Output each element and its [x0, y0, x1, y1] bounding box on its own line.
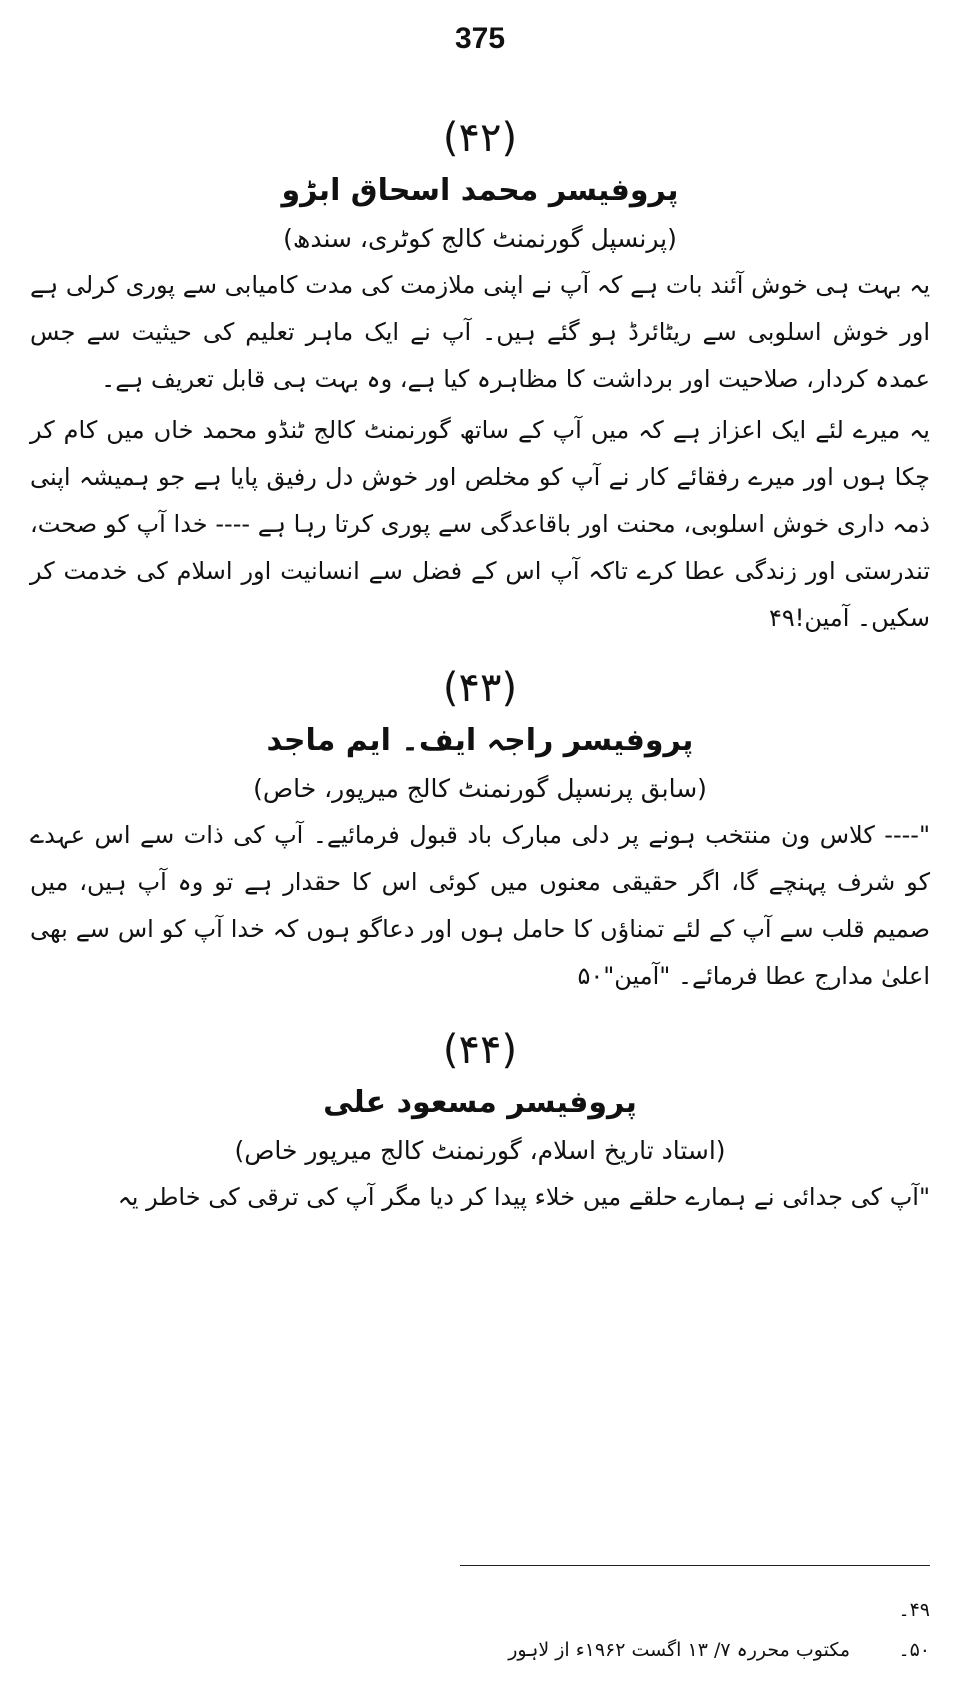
footnote-number: ۴۹۔: [898, 1599, 930, 1621]
page-body: [30, 110, 930, 1221]
footnote: [30, 1590, 930, 1630]
letter-section: [30, 1022, 930, 1221]
section-heading: پروفیسر محمد اسحاق ابڑو: [281, 173, 679, 208]
footnote-separator: [460, 1565, 930, 1566]
section-designation: (سابق پرنسپل گورنمنٹ کالج میرپور، خاص): [253, 774, 707, 803]
section-heading: پروفیسر راجہ ایف۔ ایم ماجد: [266, 723, 694, 758]
letter-section: [30, 660, 930, 1000]
section-number: (۴۴): [442, 1027, 518, 1073]
letter-section: [30, 110, 930, 642]
paragraph: "---- کلاس ون منتخب ہونے پر دلی مبارک باد قبول فرمائیے۔ آپ کی ذات سے اس عہدے کو شرف پہنچے گا، اگر حقیقی معنوں میں کوئی اس کا حقدار ہے تو وہ آپ ہیں، میں صمیم قلب سے آپ کے لئے تمناؤں کا حامل ہوں اور دعاگو ہوں کہ خدا آپ کو اس سے بھی اعلیٰ مدارج عطا فرمائے۔ "آمین"۵۰: [30, 821, 930, 990]
footnote-text: [30, 1590, 890, 1630]
section-designation: (پرنسپل گورنمنٹ کالج کوٹری، سندھ): [283, 224, 677, 253]
footnote-text: مکتوب محررہ ۷/ ۱۳ اگست ۱۹۶۲ء از لاہور: [508, 1639, 850, 1661]
paragraph: یہ بہت ہی خوش آئند بات ہے کہ آپ نے اپنی ملازمت کی مدت کامیابی سے پوری کرلی ہے اور خوش اسلوبی سے ریٹائرڈ ہو گئے ہیں۔ آپ نے ایک ماہر تعلیم کی حیثیت سے جس عمدہ کردار، صلاحیت اور برداشت کا مظاہرہ کیا ہے، وہ بہت ہی قابل تعریف ہے۔: [30, 271, 930, 393]
footnote-number: ۵۰۔: [898, 1639, 930, 1661]
footnotes: [30, 1590, 930, 1670]
footnote: [30, 1630, 930, 1670]
section-number: (۴۳): [442, 665, 518, 711]
paragraph: یہ میرے لئے ایک اعزاز ہے کہ میں آپ کے ساتھ گورنمنٹ کالج ٹنڈو محمد خاں میں کام کر چکا ہوں اور میرے رفقائے کار نے آپ کو مخلص اور خوش دل رفیق پایا ہے جو ہمیشہ اپنی ذمہ داری خوش اسلوبی، محنت اور باقاعدگی سے پوری کرتا رہا ہے ---- خدا آپ کو صحت، تندرستی اور زندگی عطا کرے تاکہ آپ اس کے فضل سے انسانیت اور اسلام کی خدمت کر سکیں۔ آمین!۴۹: [30, 416, 930, 632]
paragraph: "آپ کی جدائی نے ہمارے حلقے میں خلاء پیدا کر دیا مگر آپ کی ترقی کی خاطر یہ: [117, 1183, 930, 1211]
section-designation: (استاد تاریخ اسلام، گورنمنٹ کالج میرپور خاص): [234, 1136, 726, 1165]
page-number: 375: [454, 22, 506, 55]
section-number: (۴۲): [442, 115, 518, 161]
section-heading: پروفیسر مسعود علی: [323, 1085, 637, 1120]
